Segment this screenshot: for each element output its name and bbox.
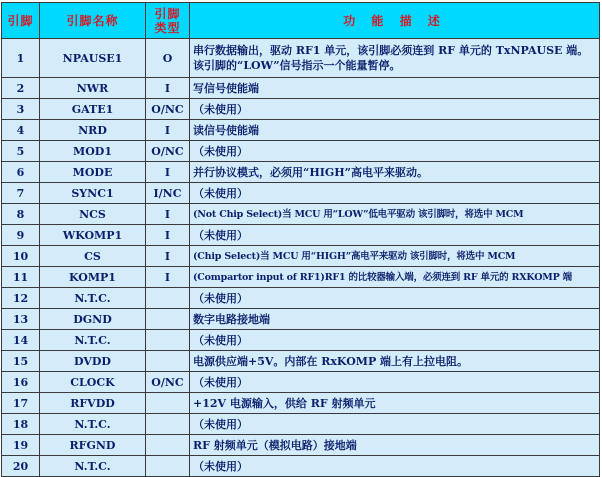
- header-pin-type: 引脚类型: [146, 3, 190, 39]
- pin-name: CS: [40, 246, 146, 267]
- pin-type: [146, 414, 190, 435]
- pin-type: I: [146, 204, 190, 225]
- pin-name: GATE1: [40, 99, 146, 120]
- pin-function: +12V 电源输入，供给 RF 射频单元: [190, 393, 600, 414]
- pin-name: SYNC1: [40, 183, 146, 204]
- pin-type: [146, 330, 190, 351]
- pin-name: RFVDD: [40, 393, 146, 414]
- pin-function: （未使用）: [190, 141, 600, 162]
- pin-number: 5: [2, 141, 40, 162]
- header-pin-number: 引脚: [2, 3, 40, 39]
- pin-type: O/NC: [146, 99, 190, 120]
- pin-name: CLOCK: [40, 372, 146, 393]
- pin-function: 并行协议模式，必须用“HIGH”高电平来驱动。: [190, 162, 600, 183]
- pin-description-table: [1, 2, 600, 477]
- table-header-row: [2, 3, 600, 39]
- pin-type: I: [146, 120, 190, 141]
- pin-number: 1: [2, 39, 40, 78]
- pin-type: [146, 351, 190, 372]
- pin-type: I: [146, 246, 190, 267]
- table-row: [2, 330, 600, 351]
- pin-type: [146, 288, 190, 309]
- table-row: [2, 78, 600, 99]
- pin-function: （未使用）: [190, 372, 600, 393]
- pin-type: I: [146, 78, 190, 99]
- pin-function: 读信号使能端: [190, 120, 600, 141]
- pin-type: [146, 393, 190, 414]
- pin-number: 2: [2, 78, 40, 99]
- pin-type: O: [146, 39, 190, 78]
- pin-name: WKOMP1: [40, 225, 146, 246]
- pin-type: [146, 456, 190, 477]
- table-row: [2, 435, 600, 456]
- pin-name: NRD: [40, 120, 146, 141]
- pin-type: [146, 435, 190, 456]
- pin-function: RF 射频单元（模拟电路）接地端: [190, 435, 600, 456]
- pin-name: NPAUSE1: [40, 39, 146, 78]
- pin-type: I/NC: [146, 183, 190, 204]
- pin-function: 写信号使能端: [190, 78, 600, 99]
- header-function-description: 功 能 描 述: [190, 3, 600, 39]
- pin-number: 17: [2, 393, 40, 414]
- pin-name: N.T.C.: [40, 414, 146, 435]
- pin-function: （未使用）: [190, 414, 600, 435]
- pin-name: MODE: [40, 162, 146, 183]
- table-row: [2, 183, 600, 204]
- pin-function: （未使用）: [190, 288, 600, 309]
- pin-type: O/NC: [146, 372, 190, 393]
- pin-type: [146, 309, 190, 330]
- pin-number: 13: [2, 309, 40, 330]
- pin-number: 7: [2, 183, 40, 204]
- table-row: [2, 162, 600, 183]
- pin-number: 10: [2, 246, 40, 267]
- table-row: [2, 372, 600, 393]
- pin-function: (Chip Select)当 MCU 用“HIGH”高电平来驱动 该引脚时，将选中 MCM: [190, 246, 600, 267]
- pin-number: 14: [2, 330, 40, 351]
- table-row: [2, 393, 600, 414]
- pin-name: NCS: [40, 204, 146, 225]
- pin-function: （未使用）: [190, 456, 600, 477]
- pin-name: NWR: [40, 78, 146, 99]
- table-row: [2, 414, 600, 435]
- pin-name: N.T.C.: [40, 456, 146, 477]
- table-row: [2, 141, 600, 162]
- pin-function: (Compartor input of RF1)RF1 的比较器输入端，必须连到 RF 单元的 RXKOMP 端: [190, 267, 600, 288]
- table-row: [2, 246, 600, 267]
- pin-number: 8: [2, 204, 40, 225]
- pin-name: N.T.C.: [40, 330, 146, 351]
- pin-type: I: [146, 162, 190, 183]
- pin-type: O/NC: [146, 141, 190, 162]
- header-pin-name: 引脚名称: [40, 3, 146, 39]
- pin-number: 20: [2, 456, 40, 477]
- pin-function: (Not Chip Select)当 MCU 用“LOW”低电平驱动 该引脚时，将选中 MCM: [190, 204, 600, 225]
- pin-function: 串行数据输出，驱动 RF1 单元，该引脚必须连到 RF 单元的 TxNPAUSE 端。该引脚的“LOW”信号指示一个能量暂停。: [190, 39, 600, 78]
- pin-name: RFGND: [40, 435, 146, 456]
- pin-number: 16: [2, 372, 40, 393]
- pin-number: 11: [2, 267, 40, 288]
- table-row: [2, 288, 600, 309]
- pin-number: 12: [2, 288, 40, 309]
- pin-number: 6: [2, 162, 40, 183]
- pin-type: I: [146, 267, 190, 288]
- pin-number: 9: [2, 225, 40, 246]
- pin-number: 19: [2, 435, 40, 456]
- table-row: [2, 225, 600, 246]
- table-row: [2, 39, 600, 78]
- table-row: [2, 456, 600, 477]
- pin-name: DVDD: [40, 351, 146, 372]
- table-row: [2, 204, 600, 225]
- pin-function: （未使用）: [190, 183, 600, 204]
- pin-type: I: [146, 225, 190, 246]
- table-row: [2, 99, 600, 120]
- pin-name: DGND: [40, 309, 146, 330]
- pin-function: （未使用）: [190, 99, 600, 120]
- table-row: [2, 309, 600, 330]
- pin-function: （未使用）: [190, 225, 600, 246]
- pin-number: 4: [2, 120, 40, 141]
- pin-number: 18: [2, 414, 40, 435]
- pin-function: （未使用）: [190, 330, 600, 351]
- table-row: [2, 267, 600, 288]
- pin-name: N.T.C.: [40, 288, 146, 309]
- pin-name: KOMP1: [40, 267, 146, 288]
- pin-function: 电源供应端+5V。内部在 RxKOMP 端上有上拉电阻。: [190, 351, 600, 372]
- pin-name: MOD1: [40, 141, 146, 162]
- table-row: [2, 351, 600, 372]
- table-row: [2, 120, 600, 141]
- pin-function: 数字电路接地端: [190, 309, 600, 330]
- pin-number: 15: [2, 351, 40, 372]
- pin-number: 3: [2, 99, 40, 120]
